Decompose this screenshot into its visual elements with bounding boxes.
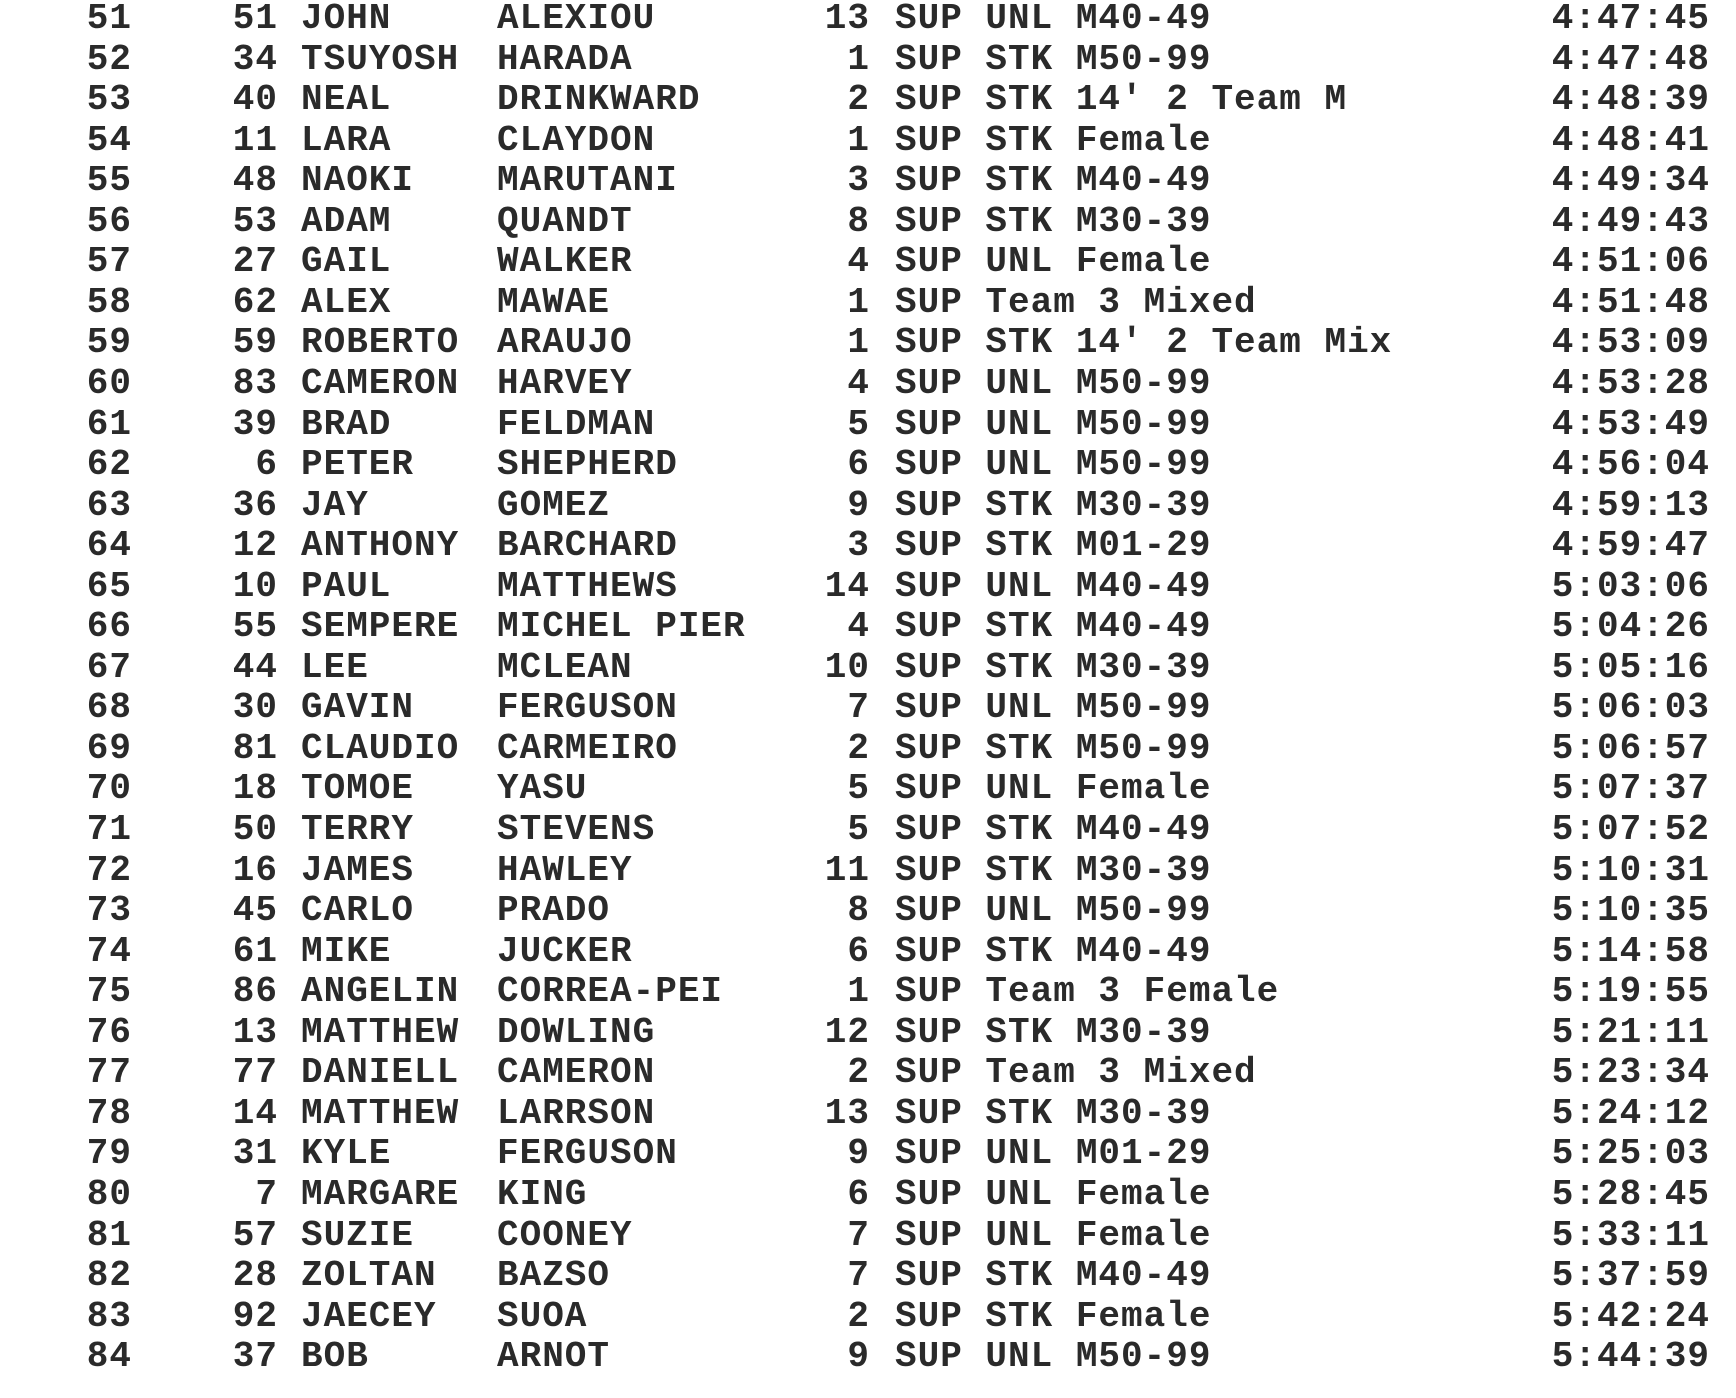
results-row [0,566,1736,607]
division-place: 6 [847,930,870,972]
bib-number: 51 [232,0,278,39]
bib-number: 44 [232,646,278,688]
bib-number: 13 [232,1011,278,1053]
finish-time: 5:19:55 [1551,971,1710,1013]
last-name: WALKER [497,241,633,283]
finish-time: 4:49:34 [1551,160,1710,202]
race-category: SUP STK M30-39 [895,646,1212,688]
bib-number: 12 [232,525,278,567]
bib-number: 48 [232,160,278,202]
last-name: JUCKER [497,930,633,972]
finish-time: 4:48:39 [1551,79,1710,121]
place-number: 75 [86,971,132,1013]
last-name: MARUTANI [497,160,678,202]
first-name: ANTHONY [301,525,460,567]
first-name: TERRY [301,809,415,850]
bib-number: 81 [232,727,278,769]
finish-time: 4:47:45 [1551,0,1710,39]
last-name: FERGUSON [497,1133,678,1175]
finish-time: 5:37:59 [1551,1255,1710,1297]
last-name: FERGUSON [497,687,678,729]
results-row [0,1296,1736,1337]
first-name: PAUL [301,565,392,607]
place-number: 81 [86,1214,132,1256]
race-category: SUP STK M40-49 [895,1255,1212,1297]
bib-number: 18 [232,768,278,810]
division-place: 8 [847,890,870,932]
place-number: 55 [86,160,132,202]
first-name: GAVIN [301,687,415,729]
bib-number: 77 [232,1052,278,1094]
last-name: COONEY [497,1214,633,1256]
first-name: NEAL [301,79,392,121]
first-name: JAECEY [301,1295,437,1337]
race-category: SUP UNL Female [895,1214,1212,1256]
bib-number: 39 [232,403,278,445]
place-number: 80 [86,1173,132,1215]
results-row [0,728,1736,769]
bib-number: 30 [232,687,278,729]
race-category: SUP Team 3 Mixed [895,1052,1257,1094]
last-name: CARMEIRO [497,727,678,769]
last-name: STEVENS [497,809,656,850]
first-name: MIKE [301,930,392,972]
race-category: SUP STK M40-49 [895,606,1212,648]
division-place: 2 [847,1052,870,1094]
division-place: 9 [847,484,870,526]
place-number: 64 [86,525,132,567]
last-name: QUANDT [497,200,633,242]
bib-number: 45 [232,890,278,932]
finish-time: 4:59:47 [1551,525,1710,567]
results-row [0,404,1736,445]
first-name: GAIL [301,241,392,283]
last-name: HARVEY [497,362,633,404]
bib-number: 83 [232,362,278,404]
bib-number: 16 [232,849,278,891]
results-row [0,647,1736,688]
first-name: BOB [301,1336,369,1378]
first-name: JAY [301,484,369,526]
race-category: SUP UNL M40-49 [895,0,1212,39]
place-number: 62 [86,444,132,486]
division-place: 4 [847,241,870,283]
finish-time: 5:23:34 [1551,1052,1710,1094]
division-place: 9 [847,1133,870,1175]
place-number: 60 [86,362,132,404]
place-number: 84 [86,1336,132,1378]
bib-number: 10 [232,565,278,607]
race-category: SUP STK M50-99 [895,38,1212,80]
first-name: MATTHEW [301,1092,460,1134]
first-name: SUZIE [301,1214,415,1256]
division-place: 1 [847,119,870,161]
division-place: 6 [847,1173,870,1215]
bib-number: 59 [232,322,278,364]
finish-time: 4:53:49 [1551,403,1710,445]
results-row [0,1093,1736,1134]
first-name: ROBERTO [301,322,460,364]
division-place: 1 [847,281,870,323]
division-place: 13 [824,1092,870,1134]
first-name: DANIELL [301,1052,460,1094]
last-name: HAWLEY [497,849,633,891]
finish-time: 4:59:13 [1551,484,1710,526]
race-category: SUP Team 3 Female [895,971,1280,1013]
finish-time: 4:51:48 [1551,281,1710,323]
division-place: 14 [824,565,870,607]
place-number: 58 [86,281,132,323]
last-name: MICHEL PIER [497,606,746,648]
race-category: SUP STK M50-99 [895,727,1212,769]
finish-time: 5:06:03 [1551,687,1710,729]
race-category: SUP STK Female [895,1295,1212,1337]
last-name: HARADA [497,38,633,80]
race-category: SUP STK Female [895,119,1212,161]
division-place: 7 [847,687,870,729]
division-place: 4 [847,362,870,404]
bib-number: 50 [232,809,278,850]
division-place: 2 [847,727,870,769]
place-number: 69 [86,727,132,769]
division-place: 9 [847,1336,870,1378]
race-category: SUP UNL M50-99 [895,362,1212,404]
first-name: JAMES [301,849,415,891]
division-place: 6 [847,444,870,486]
results-row [0,0,1736,39]
race-category: SUP STK 14' 2 Team M [895,79,1348,121]
first-name: LEE [301,646,369,688]
place-number: 59 [86,322,132,364]
bib-number: 27 [232,241,278,283]
results-row [0,850,1736,891]
results-row [0,1336,1736,1377]
bib-number: 31 [232,1133,278,1175]
bib-number: 61 [232,930,278,972]
finish-time: 5:14:58 [1551,930,1710,972]
first-name: TOMOE [301,768,415,810]
first-name: ADAM [301,200,392,242]
last-name: PRADO [497,890,611,932]
finish-time: 4:49:43 [1551,200,1710,242]
race-category: SUP UNL Female [895,1173,1212,1215]
last-name: YASU [497,768,588,810]
race-category: SUP UNL M50-99 [895,403,1212,445]
first-name: BRAD [301,403,392,445]
results-row [0,120,1736,161]
bib-number: 55 [232,606,278,648]
race-category: SUP UNL M50-99 [895,890,1212,932]
results-row [0,525,1736,566]
race-category: SUP UNL M40-49 [895,565,1212,607]
last-name: FELDMAN [497,403,656,445]
results-row [0,241,1736,282]
finish-time: 5:33:11 [1551,1214,1710,1256]
place-number: 68 [86,687,132,729]
race-category: SUP UNL M50-99 [895,1336,1212,1378]
results-row [0,809,1736,850]
race-category: SUP STK M30-39 [895,200,1212,242]
last-name: ARNOT [497,1336,611,1378]
last-name: CLAYDON [497,119,656,161]
finish-time: 5:07:37 [1551,768,1710,810]
results-row [0,1255,1736,1296]
last-name: GOMEZ [497,484,611,526]
bib-number: 28 [232,1255,278,1297]
finish-time: 4:51:06 [1551,241,1710,283]
finish-time: 4:56:04 [1551,444,1710,486]
division-place: 11 [824,849,870,891]
bib-number: 36 [232,484,278,526]
race-category: SUP STK M01-29 [895,525,1212,567]
last-name: LARRSON [497,1092,656,1134]
place-number: 82 [86,1255,132,1297]
bib-number: 6 [255,444,278,486]
place-number: 65 [86,565,132,607]
first-name: TSUYOSH [301,38,460,80]
results-row [0,201,1736,242]
first-name: CLAUDIO [301,727,460,769]
place-number: 66 [86,606,132,648]
division-place: 4 [847,606,870,648]
results-row [0,160,1736,201]
first-name: NAOKI [301,160,415,202]
results-row [0,890,1736,931]
last-name: MATTHEWS [497,565,678,607]
results-row [0,39,1736,80]
last-name: DRINKWARD [497,79,701,121]
race-category: SUP STK M30-39 [895,484,1212,526]
first-name: PETER [301,444,415,486]
division-place: 2 [847,79,870,121]
last-name: BARCHARD [497,525,678,567]
race-category: SUP STK M30-39 [895,1011,1212,1053]
results-row [0,363,1736,404]
bib-number: 40 [232,79,278,121]
last-name: CAMERON [497,1052,656,1094]
division-place: 3 [847,525,870,567]
first-name: JOHN [301,0,392,39]
division-place: 5 [847,403,870,445]
finish-time: 4:53:28 [1551,362,1710,404]
first-name: LARA [301,119,392,161]
first-name: CAMERON [301,362,460,404]
place-number: 74 [86,930,132,972]
race-category: SUP Team 3 Mixed [895,281,1257,323]
race-category: SUP STK M30-39 [895,1092,1212,1134]
finish-time: 5:42:24 [1551,1295,1710,1337]
place-number: 70 [86,768,132,810]
place-number: 79 [86,1133,132,1175]
place-number: 83 [86,1295,132,1337]
place-number: 77 [86,1052,132,1094]
place-number: 56 [86,200,132,242]
last-name: SUOA [497,1295,588,1337]
place-number: 67 [86,646,132,688]
finish-time: 5:24:12 [1551,1092,1710,1134]
finish-time: 5:10:35 [1551,890,1710,932]
first-name: CARLO [301,890,415,932]
finish-time: 5:05:16 [1551,646,1710,688]
last-name: CORREA-PEI [497,971,724,1013]
place-number: 51 [86,0,132,39]
bib-number: 37 [232,1336,278,1378]
bib-number: 86 [232,971,278,1013]
place-number: 76 [86,1011,132,1053]
bib-number: 62 [232,281,278,323]
place-number: 63 [86,484,132,526]
finish-time: 5:25:03 [1551,1133,1710,1175]
last-name: DOWLING [497,1011,656,1053]
results-row [0,322,1736,363]
last-name: SHEPHERD [497,444,678,486]
results-row [0,1174,1736,1215]
division-place: 1 [847,322,870,364]
finish-time: 5:07:52 [1551,809,1710,850]
bib-number: 57 [232,1214,278,1256]
place-number: 57 [86,241,132,283]
race-category: SUP STK 14' 2 Team Mix [895,322,1393,364]
division-place: 5 [847,768,870,810]
division-place: 7 [847,1214,870,1256]
results-row [0,444,1736,485]
finish-time: 5:06:57 [1551,727,1710,769]
results-row [0,485,1736,526]
race-category: SUP UNL M50-99 [895,444,1212,486]
division-place: 1 [847,38,870,80]
place-number: 72 [86,849,132,891]
results-row [0,971,1736,1012]
results-row [0,606,1736,647]
finish-time: 4:47:48 [1551,38,1710,80]
division-place: 1 [847,971,870,1013]
race-category: SUP UNL M50-99 [895,687,1212,729]
finish-time: 5:03:06 [1551,565,1710,607]
last-name: ALEXIOU [497,0,656,39]
first-name: SEMPERE [301,606,460,648]
division-place: 8 [847,200,870,242]
finish-time: 4:48:41 [1551,119,1710,161]
first-name: ALEX [301,281,392,323]
place-number: 61 [86,403,132,445]
results-row [0,687,1736,728]
bib-number: 34 [232,38,278,80]
results-row [0,1215,1736,1256]
race-category: SUP STK M40-49 [895,809,1212,850]
race-category: SUP UNL Female [895,241,1212,283]
last-name: KING [497,1173,588,1215]
bib-number: 7 [255,1173,278,1215]
finish-time: 5:04:26 [1551,606,1710,648]
race-category: SUP UNL M01-29 [895,1133,1212,1175]
place-number: 71 [86,809,132,850]
bib-number: 14 [232,1092,278,1134]
division-place: 2 [847,1295,870,1337]
race-category: SUP STK M40-49 [895,160,1212,202]
results-row [0,282,1736,323]
bib-number: 11 [232,119,278,161]
last-name: ARAUJO [497,322,633,364]
division-place: 3 [847,160,870,202]
first-name: MATTHEW [301,1011,460,1053]
finish-time: 4:53:09 [1551,322,1710,364]
results-row [0,768,1736,809]
first-name: KYLE [301,1133,392,1175]
first-name: ANGELIN [301,971,460,1013]
results-row [0,1133,1736,1174]
division-place: 7 [847,1255,870,1297]
last-name: MAWAE [497,281,611,323]
last-name: BAZSO [497,1255,611,1297]
bib-number: 53 [232,200,278,242]
finish-time: 5:21:11 [1551,1011,1710,1053]
place-number: 78 [86,1092,132,1134]
place-number: 54 [86,119,132,161]
place-number: 52 [86,38,132,80]
results-row [0,1012,1736,1053]
finish-time: 5:10:31 [1551,849,1710,891]
first-name: MARGARE [301,1173,460,1215]
bib-number: 92 [232,1295,278,1337]
place-number: 73 [86,890,132,932]
race-category: SUP STK M30-39 [895,849,1212,891]
race-category: SUP STK M40-49 [895,930,1212,972]
finish-time: 5:44:39 [1551,1336,1710,1378]
division-place: 5 [847,809,870,850]
finish-time: 5:28:45 [1551,1173,1710,1215]
division-place: 12 [824,1011,870,1053]
results-row [0,931,1736,972]
division-place: 13 [824,0,870,39]
place-number: 53 [86,79,132,121]
results-row [0,1052,1736,1093]
last-name: MCLEAN [497,646,633,688]
results-row [0,79,1736,120]
first-name: ZOLTAN [301,1255,437,1297]
division-place: 10 [824,646,870,688]
race-category: SUP UNL Female [895,768,1212,810]
